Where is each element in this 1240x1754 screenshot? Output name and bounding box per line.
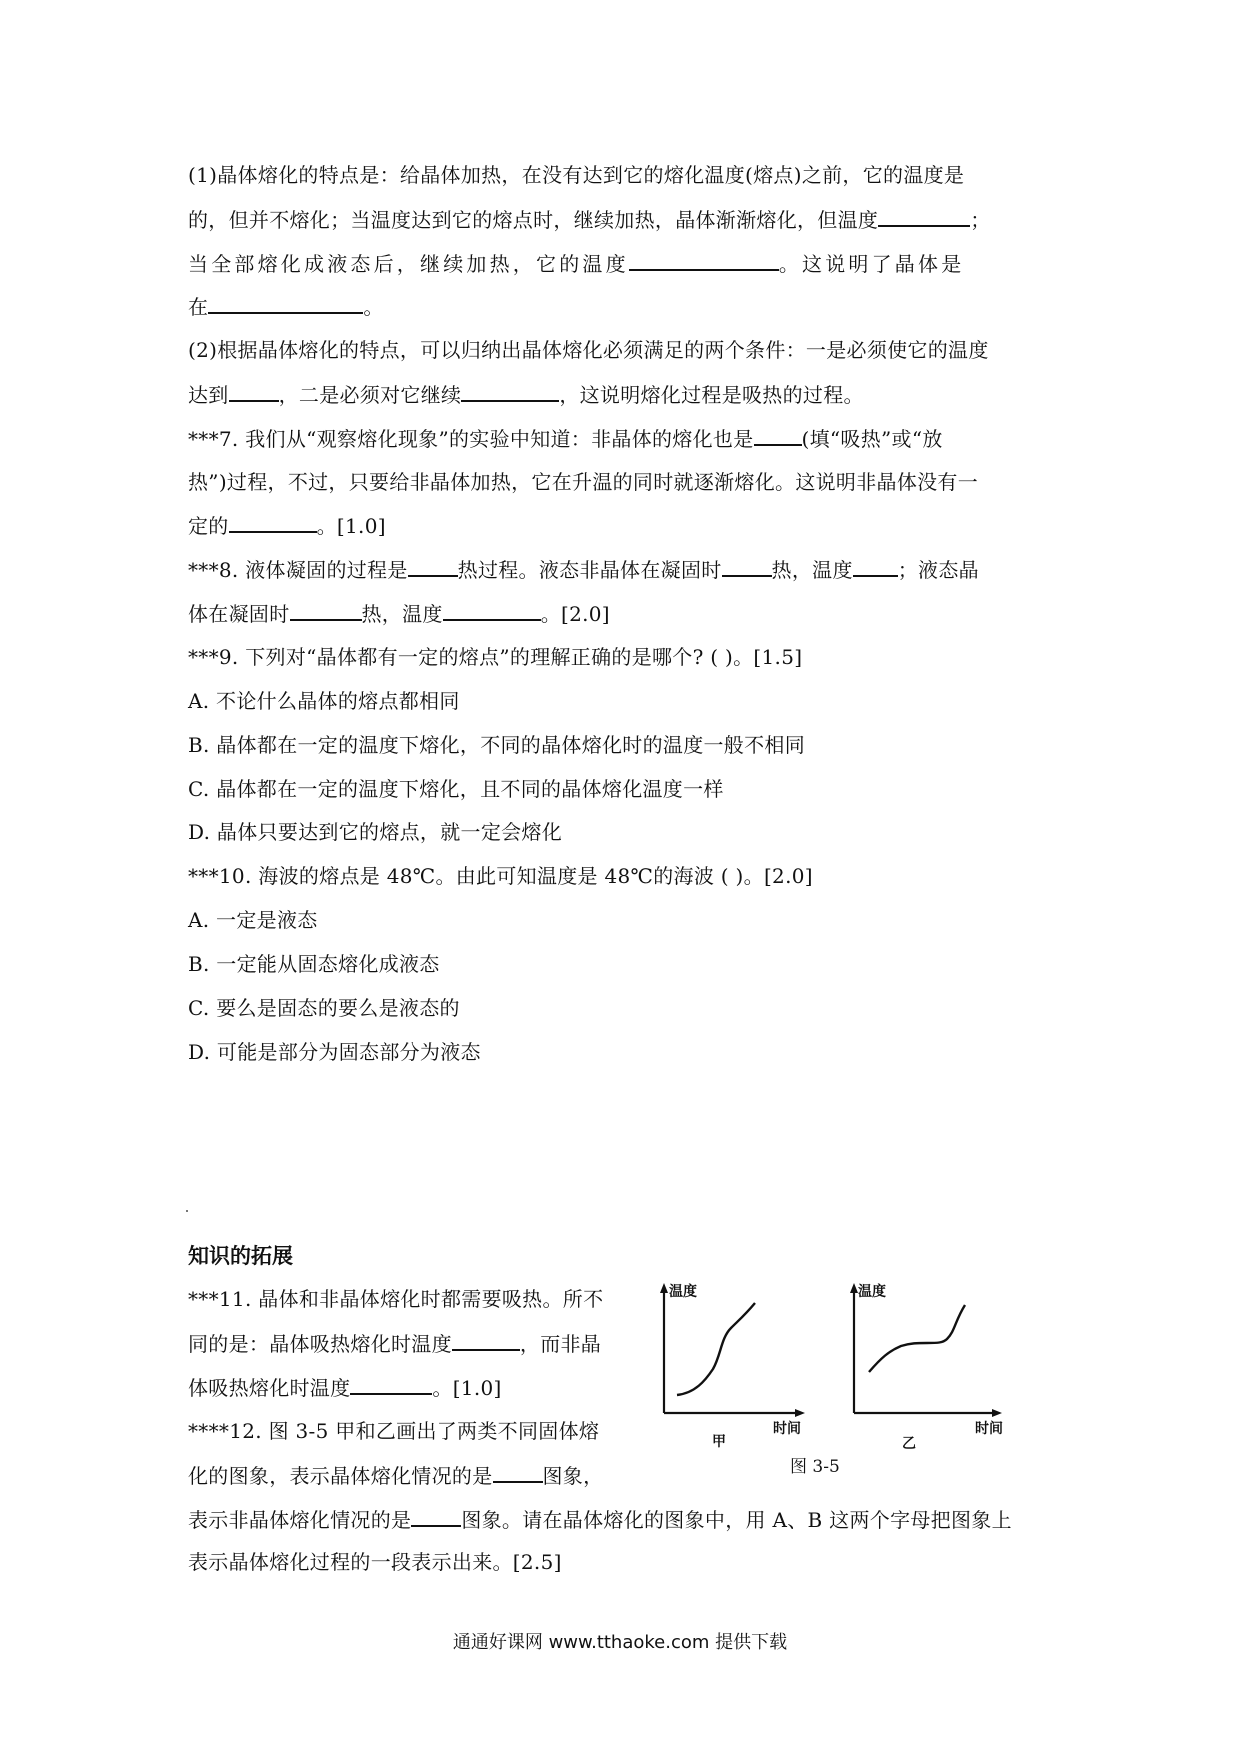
- answer-blank[interactable]: [208, 292, 363, 314]
- q11-line3: 体吸热熔化时温度 。[1.0]: [188, 1373, 648, 1402]
- q11-line1: ***11. 晶体和非晶体熔化时都需要吸热。所不: [188, 1287, 604, 1311]
- answer-blank[interactable]: [878, 205, 970, 227]
- q12-line3: 表示非晶体熔化情况的是 图象。请在晶体熔化的图象中，用 A、B 这两个字母把图象上: [188, 1505, 1060, 1534]
- q10-option-c[interactable]: C. 要么是固态的要么是液态的: [188, 996, 460, 1020]
- answer-blank[interactable]: [461, 380, 559, 402]
- answer-blank[interactable]: [411, 1505, 461, 1527]
- q6-p1-line1: (1)晶体熔化的特点是：给晶体加热，在没有达到它的熔化温度(熔点)之前，它的温度是: [188, 163, 965, 187]
- answer-blank[interactable]: [853, 555, 898, 577]
- x-axis-arrow: [795, 1409, 805, 1417]
- graph-jia-ylabel: 温度: [669, 1284, 697, 1300]
- answer-blank[interactable]: [452, 1329, 520, 1351]
- q10-option-d[interactable]: D. 可能是部分为固态部分为液态: [188, 1040, 481, 1064]
- footer-credit: 通通好课网 www.tthaoke.com 提供下载: [452, 1632, 788, 1653]
- q6-p1-line2: 的，但并不熔化；当温度达到它的熔点时，继续加热，晶体渐渐熔化，但温度 ；: [188, 205, 1060, 234]
- q10-stem: ***10. 海波的熔点是 48℃。由此可知温度是 48℃的海波 ( )。[2.0]: [188, 864, 813, 888]
- q12-line4: 表示晶体熔化过程的一段表示出来。[2.5]: [188, 1550, 562, 1574]
- y-axis-arrow: [850, 1283, 858, 1293]
- q8-line1: ***8. 液体凝固的过程是 热过程。液态非晶体在凝固时 热，温度 ；液态晶: [188, 555, 1060, 584]
- answer-blank[interactable]: [493, 1461, 543, 1483]
- q6-p2-line1: (2)根据晶体熔化的特点，可以归纳出晶体熔化必须满足的两个条件：一是必须使它的温度: [188, 338, 989, 362]
- graph-jia: [660, 1283, 805, 1417]
- answer-blank[interactable]: [443, 599, 541, 621]
- answer-blank[interactable]: [408, 555, 458, 577]
- figure-caption: 图 3-5: [790, 1457, 840, 1477]
- graph-jia-name: 甲: [712, 1434, 726, 1450]
- q10-option-b[interactable]: B. 一定能从固态熔化成液态: [188, 952, 440, 976]
- q11-line2: 同的是：晶体吸热熔化时温度 ，而非晶: [188, 1329, 648, 1358]
- q7-line1: ***7. 我们从“观察熔化现象”的实验中知道：非晶体的熔化也是 (填“吸热”或“放: [188, 424, 1060, 453]
- answer-blank[interactable]: [229, 511, 317, 533]
- q10-option-a[interactable]: A. 一定是液态: [188, 908, 318, 932]
- q12-line1: ****12. 图 3-5 甲和乙画出了两类不同固体熔: [188, 1419, 600, 1443]
- scan-speck: [186, 1210, 188, 1212]
- q6-p2-line2: 达到 ，二是必须对它继续 ，这说明熔化过程是吸热的过程。: [188, 380, 1060, 409]
- section-title: 知识的拓展: [188, 1243, 293, 1268]
- answer-blank[interactable]: [290, 599, 362, 621]
- answer-blank[interactable]: [722, 555, 772, 577]
- answer-blank[interactable]: [229, 380, 279, 402]
- q9-stem: ***9. 下列对“晶体都有一定的熔点”的理解正确的是哪个? ( )。[1.5]: [188, 645, 803, 669]
- graph-yi-ylabel: 温度: [858, 1284, 886, 1300]
- graph-yi-xlabel: 时间: [975, 1421, 1003, 1437]
- x-axis-arrow: [992, 1409, 1002, 1417]
- answer-blank[interactable]: [350, 1373, 432, 1395]
- graph-yi-name: 乙: [902, 1436, 916, 1452]
- q12-line2: 化的图象，表示晶体熔化情况的是 图象，: [188, 1461, 648, 1490]
- answer-blank[interactable]: [629, 249, 779, 271]
- q9-option-c[interactable]: C. 晶体都在一定的温度下熔化，且不同的晶体熔化温度一样: [188, 777, 724, 801]
- curve-yi: [869, 1305, 965, 1372]
- q6-p1-line3: 当全部熔化成液态后，继续加热，它的温度 。这说明了晶体是: [188, 249, 1060, 278]
- answer-blank[interactable]: [754, 424, 802, 446]
- q6-p1-line4: 在 。: [188, 292, 1060, 321]
- y-axis-arrow: [660, 1283, 668, 1293]
- graph-jia-xlabel: 时间: [773, 1421, 801, 1437]
- q7-line3: 定的 。[1.0]: [188, 511, 1060, 540]
- curve-jia: [677, 1303, 755, 1395]
- q8-line2: 体在凝固时 热，温度 。[2.0]: [188, 599, 1060, 628]
- q9-option-a[interactable]: A. 不论什么晶体的熔点都相同: [188, 689, 460, 713]
- q7-line2: 热”)过程，不过，只要给非晶体加热，它在升温的同时就逐渐熔化。这说明非晶体没有一: [188, 470, 979, 494]
- figure-3-5: [655, 1283, 1075, 1473]
- q9-option-b[interactable]: B. 晶体都在一定的温度下熔化，不同的晶体熔化时的温度一般不相同: [188, 733, 806, 757]
- graph-yi: [850, 1283, 1002, 1417]
- q9-option-d[interactable]: D. 晶体只要达到它的熔点，就一定会熔化: [188, 820, 563, 844]
